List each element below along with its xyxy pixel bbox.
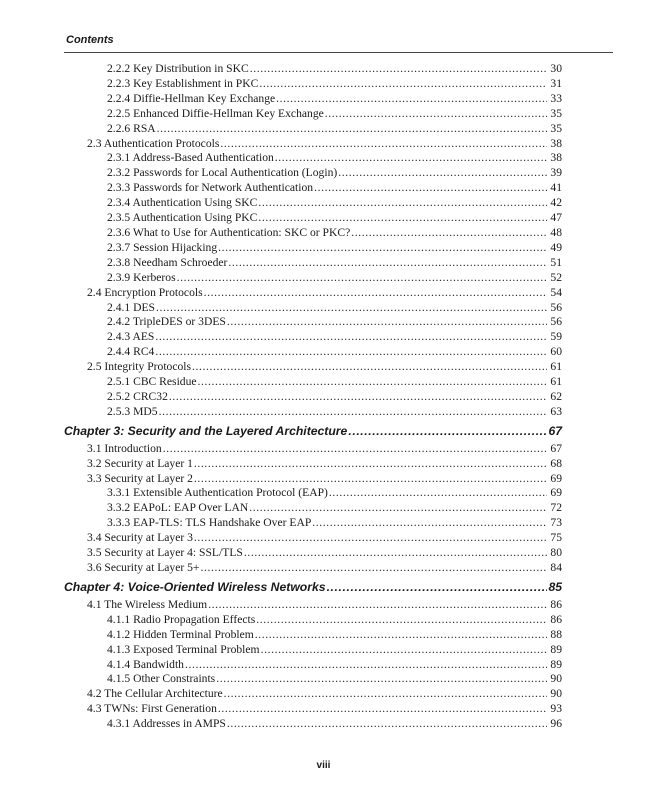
toc-entry: [64, 628, 562, 643]
toc-entry: [64, 315, 562, 330]
toc-entry-page: 67: [548, 423, 562, 438]
toc-entry-page: 38: [550, 136, 562, 150]
toc-entry-title: 2.2.4 Diffie-Hellman Key Exchange: [107, 91, 276, 105]
toc-entry-title: 4.1.2 Hidden Terminal Problem: [107, 627, 254, 641]
toc-entry-page: 84: [550, 561, 562, 574]
toc-entry: [64, 226, 562, 241]
toc-entry: [64, 516, 562, 531]
toc-entry: [64, 345, 562, 360]
toc-entry-page: 68: [550, 456, 562, 470]
toc-entry-page: 47: [550, 211, 562, 225]
toc-entry-title: 3.2 Security at Layer 1: [87, 456, 193, 470]
dot-leader: [185, 658, 547, 673]
toc-entry-page: 61: [550, 360, 562, 374]
dot-leader: [276, 92, 547, 107]
toc-entry-title: 2.4.2 TripleDES or 3DES: [107, 315, 226, 329]
toc-entry-page: 61: [550, 375, 562, 389]
dot-leader: [208, 598, 547, 613]
toc-entry: [64, 256, 562, 271]
toc-entry-page: 90: [550, 672, 562, 686]
dot-leader: [312, 516, 547, 531]
toc-entry: [64, 92, 562, 107]
toc-entry: [64, 672, 562, 687]
toc-entry: [64, 717, 562, 732]
toc-entry-title: 2.4.1 DES: [107, 300, 155, 314]
toc-entry-title: 3.4 Security at Layer 3: [87, 531, 193, 545]
toc-entry-title: 3.3.3 EAP-TLS: TLS Handshake Over EAP: [107, 516, 312, 530]
toc-entry: [64, 62, 562, 77]
toc-entry-page: 35: [550, 121, 562, 135]
dot-leader: [194, 472, 547, 487]
toc-entry-title: 2.5.2 CRC32: [107, 389, 168, 403]
toc-entry-page: 93: [550, 702, 562, 716]
toc-entry: [64, 301, 562, 316]
toc-entry: [64, 561, 562, 576]
toc-entry-page: 88: [550, 627, 562, 641]
toc-entry-page: 69: [550, 486, 562, 500]
toc-entry-title: 2.3 Authentication Protocols: [87, 136, 220, 150]
toc-entry-page: 60: [550, 345, 562, 359]
toc-entry-title: 2.4.4 RC4: [107, 345, 155, 359]
toc-entry-page: 96: [550, 717, 562, 731]
toc-entry-title: 2.5 Integrity Protocols: [87, 360, 192, 374]
dot-leader: [220, 137, 547, 152]
toc-entry-title: 2.4.3 AES: [107, 330, 155, 344]
toc-entry-page: 67: [550, 441, 562, 455]
dot-leader: [348, 421, 547, 442]
dot-leader: [163, 442, 547, 457]
toc-entry-title: 2.5.3 MD5: [107, 404, 158, 418]
toc-entry-page: 90: [550, 687, 562, 701]
toc-entry-title: 2.5.1 CBC Residue: [107, 375, 197, 389]
toc-entry-page: 73: [550, 516, 562, 530]
dot-leader: [177, 271, 547, 286]
toc-entry: [64, 687, 562, 702]
dot-leader: [259, 77, 547, 92]
dot-leader: [258, 196, 547, 211]
toc-entry-title: 2.3.8 Needham Schroeder: [107, 255, 228, 269]
toc-entry: [64, 457, 562, 472]
toc-entry-title: 2.3.3 Passwords for Network Authentication: [107, 181, 314, 195]
toc-entry-page: 75: [550, 531, 562, 545]
dot-leader: [155, 345, 547, 360]
toc-chapter-entry: [64, 577, 562, 598]
toc-entry: [64, 501, 562, 516]
toc-entry: [64, 546, 562, 561]
toc-entry-title: 2.3.1 Address-Based Authentication: [107, 151, 274, 165]
toc-entry-page: 85: [548, 579, 562, 594]
toc-entry: [64, 531, 562, 546]
toc-entry-title: 2.2.5 Enhanced Diffie-Hellman Key Exchange: [107, 106, 324, 120]
toc-entry: [64, 390, 562, 405]
toc-entry-title: 2.3.7 Session Hijacking: [107, 240, 218, 254]
toc-entry: [64, 271, 562, 286]
dot-leader: [255, 628, 547, 643]
header-rule: [64, 52, 613, 53]
toc-entry-title: 3.3.2 EAPoL: EAP Over LAN: [107, 501, 249, 515]
toc-entry-page: 80: [550, 546, 562, 560]
toc-entry: [64, 405, 562, 420]
dot-leader: [155, 330, 547, 345]
toc-entry: [64, 241, 562, 256]
dot-leader: [228, 256, 547, 271]
toc-entry-title: 2.4 Encryption Protocols: [87, 285, 203, 299]
toc-entry-page: 63: [550, 404, 562, 418]
toc-entry-page: 56: [550, 315, 562, 329]
toc-entry: [64, 166, 562, 181]
toc-entry-title: 4.1.4 Bandwidth: [107, 657, 184, 671]
toc-entry-title: 3.3 Security at Layer 2: [87, 471, 193, 485]
toc-entry: [64, 196, 562, 211]
toc-entry-page: 51: [550, 255, 562, 269]
toc-entry-page: 86: [550, 612, 562, 626]
dot-leader: [261, 643, 547, 658]
toc-entry: [64, 330, 562, 345]
toc-entry-page: 49: [550, 240, 562, 254]
toc-entry-page: 39: [550, 166, 562, 180]
toc-entry-title: 2.2.3 Key Establishment in PKC: [107, 76, 259, 90]
toc-entry: [64, 137, 562, 152]
toc-chapter-entry: [64, 421, 562, 442]
toc-entry-title: 3.3.1 Extensible Authentication Protocol (EAP): [107, 486, 328, 500]
toc-entry-title: 4.2 The Cellular Architecture: [87, 687, 223, 701]
toc-entry-title: Chapter 3: Security and the Layered Architecture: [64, 423, 348, 438]
toc-entry: [64, 122, 562, 137]
dot-leader: [169, 390, 547, 405]
toc-entry-title: Chapter 4: Voice-Oriented Wireless Networks: [64, 579, 326, 594]
running-header: Contents: [66, 34, 114, 46]
toc-entry-page: 42: [550, 196, 562, 210]
toc-entry-page: 41: [550, 181, 562, 195]
dot-leader: [275, 151, 547, 166]
toc-entry-title: 4.1.5 Other Constraints: [107, 672, 216, 686]
dot-leader: [194, 457, 547, 472]
dot-leader: [258, 211, 547, 226]
toc-entry-page: 31: [550, 76, 562, 90]
dot-leader: [329, 486, 547, 501]
toc-entry-title: 4.1 The Wireless Medium: [87, 597, 208, 611]
toc-entry: [64, 442, 562, 457]
toc-entry-page: 89: [550, 657, 562, 671]
toc-entry: [64, 107, 562, 122]
dot-leader: [216, 672, 547, 687]
toc-entry: [64, 613, 562, 628]
toc-entry-page: 52: [550, 270, 562, 284]
toc-entry: [64, 598, 562, 613]
toc-entry: [64, 643, 562, 658]
dot-leader: [224, 687, 547, 702]
toc-entry-title: 4.3.1 Addresses in AMPS: [107, 717, 226, 731]
dot-leader: [351, 226, 547, 241]
toc-entry-page: 38: [550, 151, 562, 165]
toc-entry-page: 59: [550, 330, 562, 344]
dot-leader: [244, 546, 547, 561]
dot-leader: [159, 405, 547, 420]
toc-entry: [64, 211, 562, 226]
table-of-contents: [64, 62, 562, 732]
toc-entry-title: 4.1.1 Radio Propagation Effects: [107, 612, 256, 626]
dot-leader: [218, 241, 547, 256]
toc-entry-title: 3.6 Security at Layer 5+: [87, 561, 200, 574]
toc-entry-page: 48: [550, 225, 562, 239]
dot-leader: [256, 613, 547, 628]
dot-leader: [314, 181, 547, 196]
toc-entry: [64, 151, 562, 166]
toc-entry-page: 89: [550, 642, 562, 656]
toc-entry: [64, 286, 562, 301]
toc-entry-title: 2.3.4 Authentication Using SKC: [107, 196, 258, 210]
dot-leader: [156, 301, 547, 316]
toc-entry-title: 2.2.2 Key Distribution in SKC: [107, 62, 249, 75]
toc-entry: [64, 375, 562, 390]
dot-leader: [325, 107, 547, 122]
toc-entry: [64, 360, 562, 375]
toc-entry-page: 56: [550, 300, 562, 314]
toc-entry: [64, 702, 562, 717]
toc-entry-title: 2.3.6 What to Use for Authentication: SKC or PKC?: [107, 225, 351, 239]
toc-entry-title: 2.3.5 Authentication Using PKC: [107, 211, 258, 225]
toc-entry-title: 2.3.2 Passwords for Local Authentication (Login): [107, 166, 338, 180]
dot-leader: [198, 375, 547, 390]
toc-entry-page: 86: [550, 597, 562, 611]
toc-entry: [64, 472, 562, 487]
toc-entry: [64, 658, 562, 673]
toc-entry-page: 62: [550, 389, 562, 403]
toc-entry-page: 54: [550, 285, 562, 299]
dot-leader: [250, 62, 547, 77]
dot-leader: [200, 561, 547, 576]
toc-entry-page: 30: [550, 62, 562, 75]
toc-entry-page: 35: [550, 106, 562, 120]
toc-entry-page: 33: [550, 91, 562, 105]
toc-entry-page: 69: [550, 471, 562, 485]
dot-leader: [218, 702, 547, 717]
dot-leader: [227, 315, 547, 330]
toc-entry-title: 4.1.3 Exposed Terminal Problem: [107, 642, 260, 656]
dot-leader: [204, 286, 547, 301]
dot-leader: [249, 501, 547, 516]
toc-entry-title: 3.1 Introduction: [87, 441, 162, 455]
dot-leader: [327, 577, 547, 598]
dot-leader: [338, 166, 547, 181]
dot-leader: [227, 717, 547, 732]
toc-entry-title: 2.3.9 Kerberos: [107, 270, 176, 284]
toc-entry: [64, 181, 562, 196]
toc-entry-title: 3.5 Security at Layer 4: SSL/TLS: [87, 546, 243, 560]
toc-entry-title: 2.2.6 RSA: [107, 121, 156, 135]
dot-leader: [194, 531, 547, 546]
toc-entry: [64, 77, 562, 92]
page-number: viii: [316, 760, 331, 771]
toc-entry: [64, 486, 562, 501]
toc-entry-page: 72: [550, 501, 562, 515]
toc-entry-title: 4.3 TWNs: First Generation: [87, 702, 217, 716]
dot-leader: [157, 122, 547, 137]
dot-leader: [192, 360, 547, 375]
